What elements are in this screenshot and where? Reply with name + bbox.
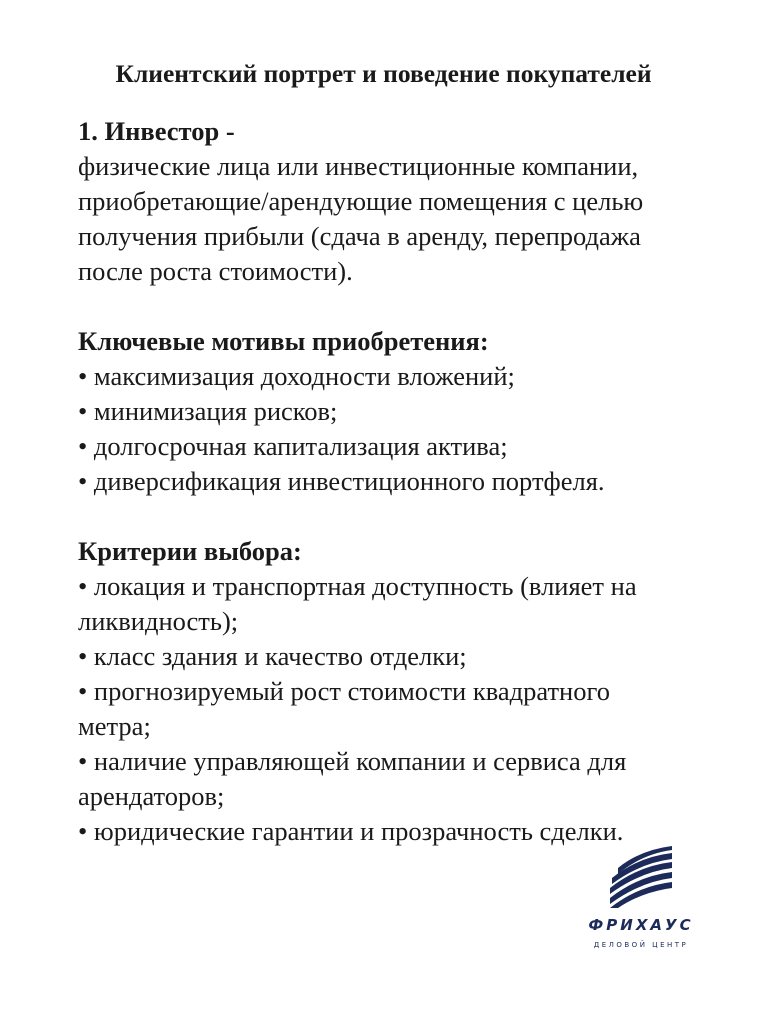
motive-item: • диверсификация инвестиционного портфеля. (78, 466, 605, 496)
criteria-item: • юридические гарантии и прозрачность сделки. (78, 816, 624, 846)
company-logo (560, 846, 722, 956)
criteria-item: • прогнозируемый рост стоимости квадратного (78, 676, 610, 706)
criteria-item: метра; (78, 711, 151, 741)
document-body (78, 114, 738, 849)
investor-heading: 1. Инвестор - (78, 116, 235, 146)
criteria-item: • локация и транспортная доступность (влияет на (78, 571, 637, 601)
motives-heading: Ключевые мотивы приобретения: (78, 326, 489, 356)
motive-item: • долгосрочная капитализация актива; (78, 431, 508, 461)
spacer (78, 289, 738, 324)
investor-description-line: физические лица или инвестиционные компании, (78, 151, 639, 181)
criteria-heading: Критерии выбора: (78, 536, 302, 566)
criteria-item: ликвидность); (78, 606, 239, 636)
investor-description-line: приобретающие/арендующие помещения с целью (78, 186, 644, 216)
criteria-item: • наличие управляющей компании и сервиса для (78, 746, 627, 776)
investor-description-line: после роста стоимости). (78, 256, 353, 286)
investor-description-line: получения прибыли (сдача в аренду, перепродажа (78, 221, 641, 251)
page-title: Клиентский портрет и поведение покупателей (115, 59, 652, 88)
criteria-list (78, 569, 738, 849)
criteria-item: • класс здания и качество отделки; (78, 641, 467, 671)
spacer (78, 499, 738, 534)
logo-name: ФРИХАУС (588, 916, 694, 934)
logo-subtitle: ДЕЛОВОЙ ЦЕНТР (593, 941, 689, 949)
building-logo-icon (608, 846, 674, 908)
criteria-item: арендаторов; (78, 781, 225, 811)
motive-item: • минимизация рисков; (78, 396, 338, 426)
motives-list (78, 359, 738, 499)
motive-item: • максимизация доходности вложений; (78, 361, 515, 391)
